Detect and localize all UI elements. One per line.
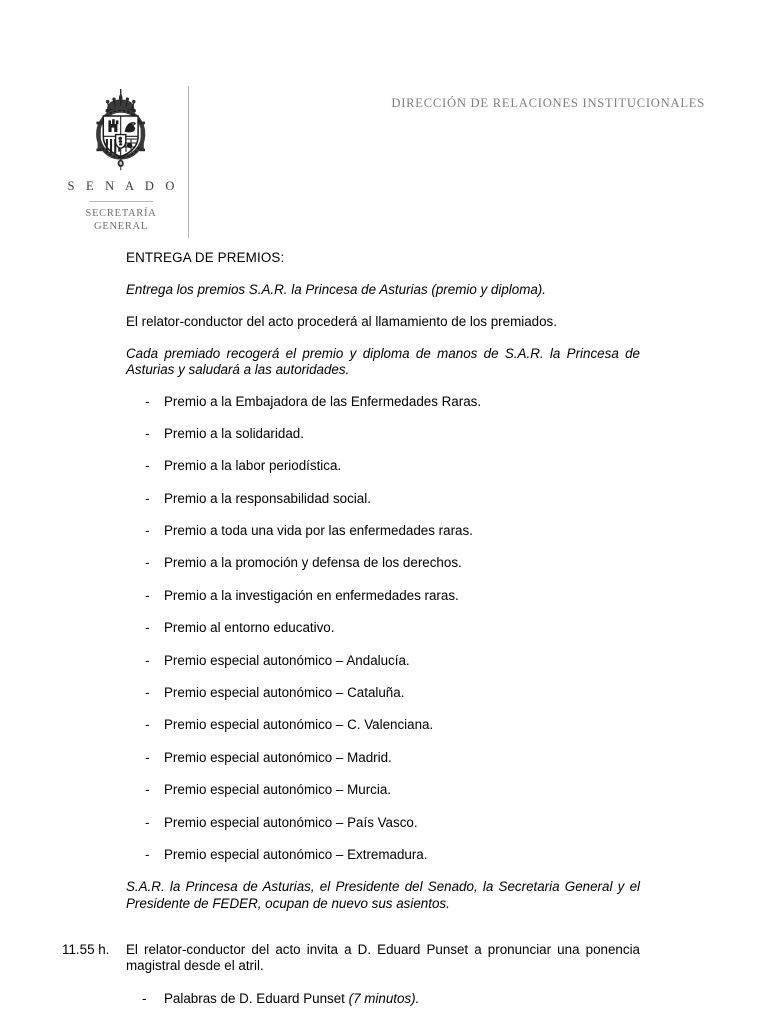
senado-wordmark: S E N A D O bbox=[67, 179, 179, 193]
agenda-entry bbox=[62, 942, 640, 1007]
awards-list bbox=[126, 394, 640, 864]
dash-bullet-icon: - bbox=[145, 814, 150, 830]
subitem-duration: (7 minutos). bbox=[348, 990, 420, 1006]
list-item bbox=[126, 685, 640, 701]
dash-bullet-icon: - bbox=[145, 782, 150, 798]
award-label: Premio especial autonómico – C. Valenciana. bbox=[164, 717, 434, 733]
award-label: Premio a la investigación en enfermedades raras. bbox=[164, 587, 459, 603]
dash-bullet-icon: - bbox=[145, 846, 150, 862]
department-line-2: GENERAL bbox=[94, 221, 148, 233]
award-label: Premio especial autonómico – Andalucía. bbox=[164, 652, 410, 668]
wordmark-divider bbox=[89, 201, 153, 202]
award-label: Premio especial autonómico – Madrid. bbox=[164, 749, 392, 765]
list-item bbox=[126, 555, 640, 571]
dash-bullet-icon: - bbox=[145, 458, 150, 474]
list-item bbox=[126, 750, 640, 766]
closing-paragraph: S.A.R. la Princesa de Asturias, el Presidente del Senado, la Secretaria General y el Presidente de FEDER, ocupan de nuevo sus asientos. bbox=[126, 879, 640, 911]
department-line-1: SECRETARÍA bbox=[85, 207, 157, 219]
award-label: Premio a la responsabilidad social. bbox=[164, 490, 371, 506]
dash-bullet-icon: - bbox=[145, 393, 150, 409]
letterhead-vertical-divider bbox=[188, 86, 189, 238]
department-name bbox=[54, 207, 188, 234]
content-block bbox=[126, 250, 640, 912]
dash-bullet-icon: - bbox=[145, 620, 150, 636]
award-label: Premio especial autonómico – Cataluña. bbox=[164, 685, 405, 701]
award-label: Premio a la Embajadora de las Enfermedades Raras. bbox=[164, 393, 482, 409]
list-item bbox=[126, 523, 640, 539]
agenda-description: El relator-conductor del acto invita a D. Eduard Punset a pronunciar una ponencia magistral desde el atril. bbox=[126, 941, 640, 974]
list-item bbox=[126, 394, 640, 410]
procedure-paragraph: Cada premiado recogerá el premio y diploma de manos de S.A.R. la Princesa de Asturias y saludará a las autoridades. bbox=[126, 345, 640, 377]
document-body bbox=[0, 250, 768, 1007]
award-label: Premio especial autonómico – Extremadura. bbox=[164, 846, 428, 862]
award-label: Premio a la solidaridad. bbox=[164, 425, 304, 441]
dash-bullet-icon: - bbox=[145, 749, 150, 765]
list-item bbox=[126, 847, 640, 863]
list-item bbox=[126, 491, 640, 507]
award-label: Premio especial autonómico – Murcia. bbox=[164, 782, 392, 798]
dash-bullet-icon: - bbox=[145, 652, 150, 668]
list-item bbox=[126, 458, 640, 474]
dash-bullet-icon: - bbox=[145, 490, 150, 506]
dash-bullet-icon: - bbox=[145, 685, 150, 701]
list-item bbox=[126, 717, 640, 733]
section-heading: ENTREGA DE PREMIOS: bbox=[126, 250, 285, 265]
award-label: Premio a la labor periodística. bbox=[164, 458, 342, 474]
spanish-coat-of-arms-icon bbox=[90, 88, 152, 172]
dash-bullet-icon: - bbox=[145, 587, 150, 603]
award-label: Premio a la promoción y defensa de los derechos. bbox=[164, 555, 462, 571]
letterhead-title: DIRECCIÓN DE RELACIONES INSTITUCIONALES bbox=[391, 96, 705, 110]
senado-logo-block bbox=[54, 88, 188, 234]
intro-plain-paragraph: El relator-conductor del acto procederá al llamamiento de los premiados. bbox=[126, 313, 557, 329]
list-item bbox=[126, 426, 640, 442]
award-label: Premio a toda una vida por las enfermedades raras. bbox=[164, 523, 473, 539]
list-item bbox=[126, 588, 640, 604]
agenda-subitems bbox=[126, 991, 640, 1007]
list-item bbox=[126, 782, 640, 798]
list-item bbox=[126, 653, 640, 669]
dash-bullet-icon: - bbox=[145, 555, 150, 571]
award-label: Premio al entorno educativo. bbox=[164, 620, 335, 636]
dash-bullet-icon: - bbox=[145, 523, 150, 539]
award-label: Premio especial autonómico – País Vasco. bbox=[164, 814, 418, 830]
list-item bbox=[126, 991, 640, 1007]
list-item bbox=[126, 620, 640, 636]
dash-bullet-icon: - bbox=[145, 425, 150, 441]
dash-bullet-icon: - bbox=[145, 717, 150, 733]
letterhead bbox=[0, 0, 768, 245]
subitem-label: Palabras de D. Eduard Punset bbox=[164, 990, 349, 1006]
dash-bullet-icon: - bbox=[142, 990, 147, 1006]
list-item bbox=[126, 815, 640, 831]
intro-italic-paragraph: Entrega los premios S.A.R. la Princesa de Asturias (premio y diploma). bbox=[126, 282, 546, 298]
agenda-time: 11.55 h. bbox=[62, 941, 110, 957]
